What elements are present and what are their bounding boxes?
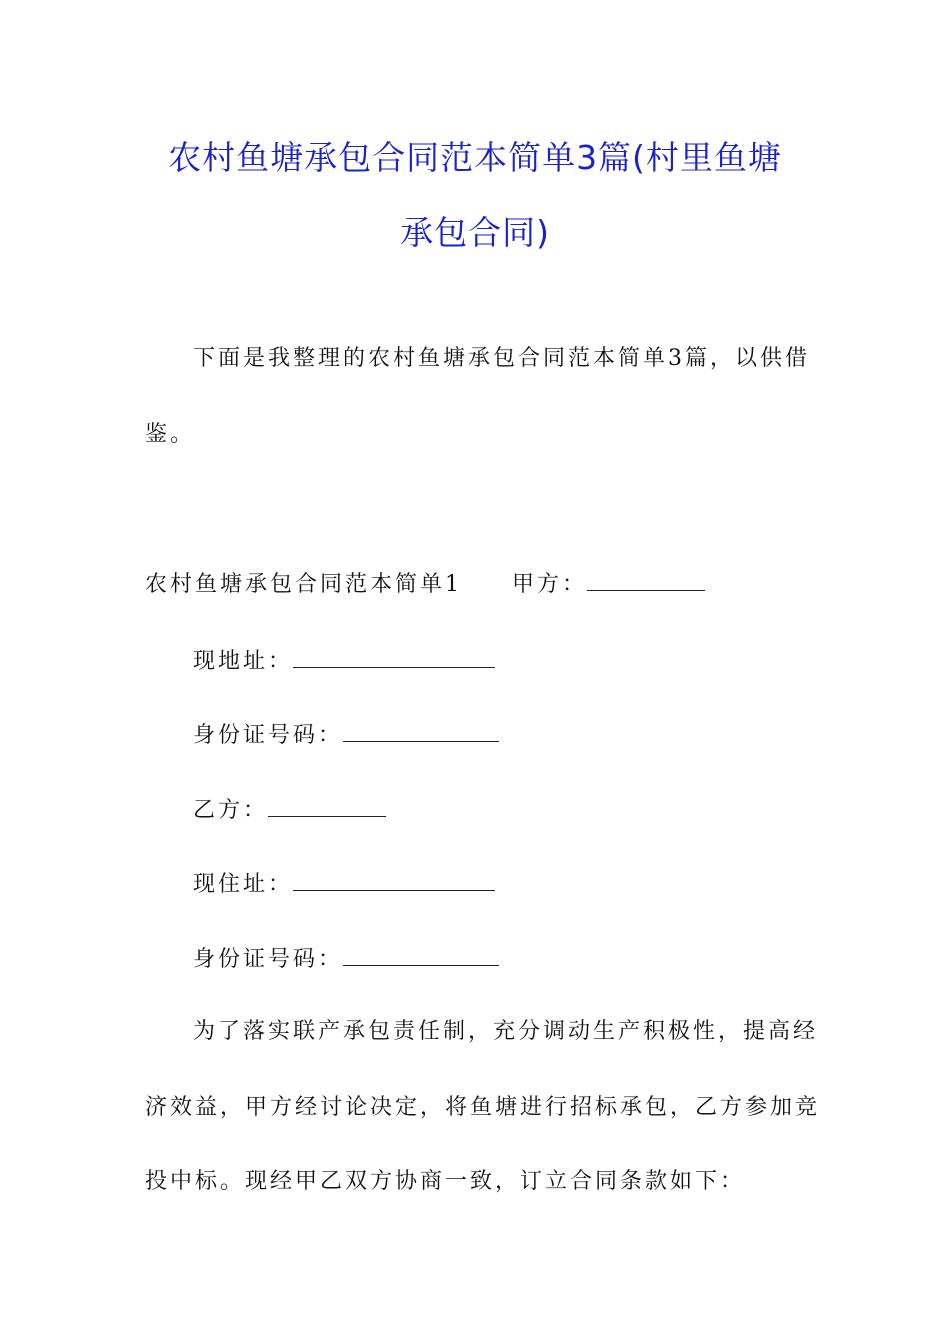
id-b-label: 身份证号码： <box>193 947 344 972</box>
document-title-line-1: 农村鱼塘承包合同范本简单3篇(村里鱼塘 <box>168 138 782 177</box>
intro-line-1: 下面是我整理的农村鱼塘承包合同范本简单3篇，以供借 <box>193 346 810 371</box>
party-a-blank <box>587 568 705 591</box>
party-b-label: 乙方： <box>193 798 269 823</box>
intro-line-2: 鉴。 <box>145 422 196 447</box>
document-title-line-2: 承包合同) <box>400 213 550 252</box>
address-b-label: 现住址： <box>193 872 294 897</box>
contract-heading: 农村鱼塘承包合同范本简单1 <box>145 572 462 597</box>
id-b-row <box>193 943 499 975</box>
body-line-3: 投中标。现经甲乙双方协商一致，订立合同条款如下： <box>145 1169 746 1194</box>
party-a-label: 甲方： <box>512 572 588 597</box>
body-line-2: 济效益，甲方经讨论决定，将鱼塘进行招标承包，乙方参加竞 <box>145 1095 821 1120</box>
party-b-row <box>193 794 386 826</box>
address-a-label: 现地址： <box>193 649 294 674</box>
id-a-label: 身份证号码： <box>193 723 344 748</box>
address-a-row <box>193 645 495 677</box>
address-b-row <box>193 868 495 900</box>
id-a-row <box>193 719 499 751</box>
address-b-blank <box>293 868 495 891</box>
address-a-blank <box>293 645 495 668</box>
body-line-1: 为了落实联产承包责任制，充分调动生产积极性，提高经 <box>193 1019 819 1044</box>
party-b-blank <box>268 794 386 817</box>
contract-heading-row <box>145 568 705 600</box>
id-b-blank <box>343 943 499 966</box>
id-a-blank <box>343 719 499 742</box>
